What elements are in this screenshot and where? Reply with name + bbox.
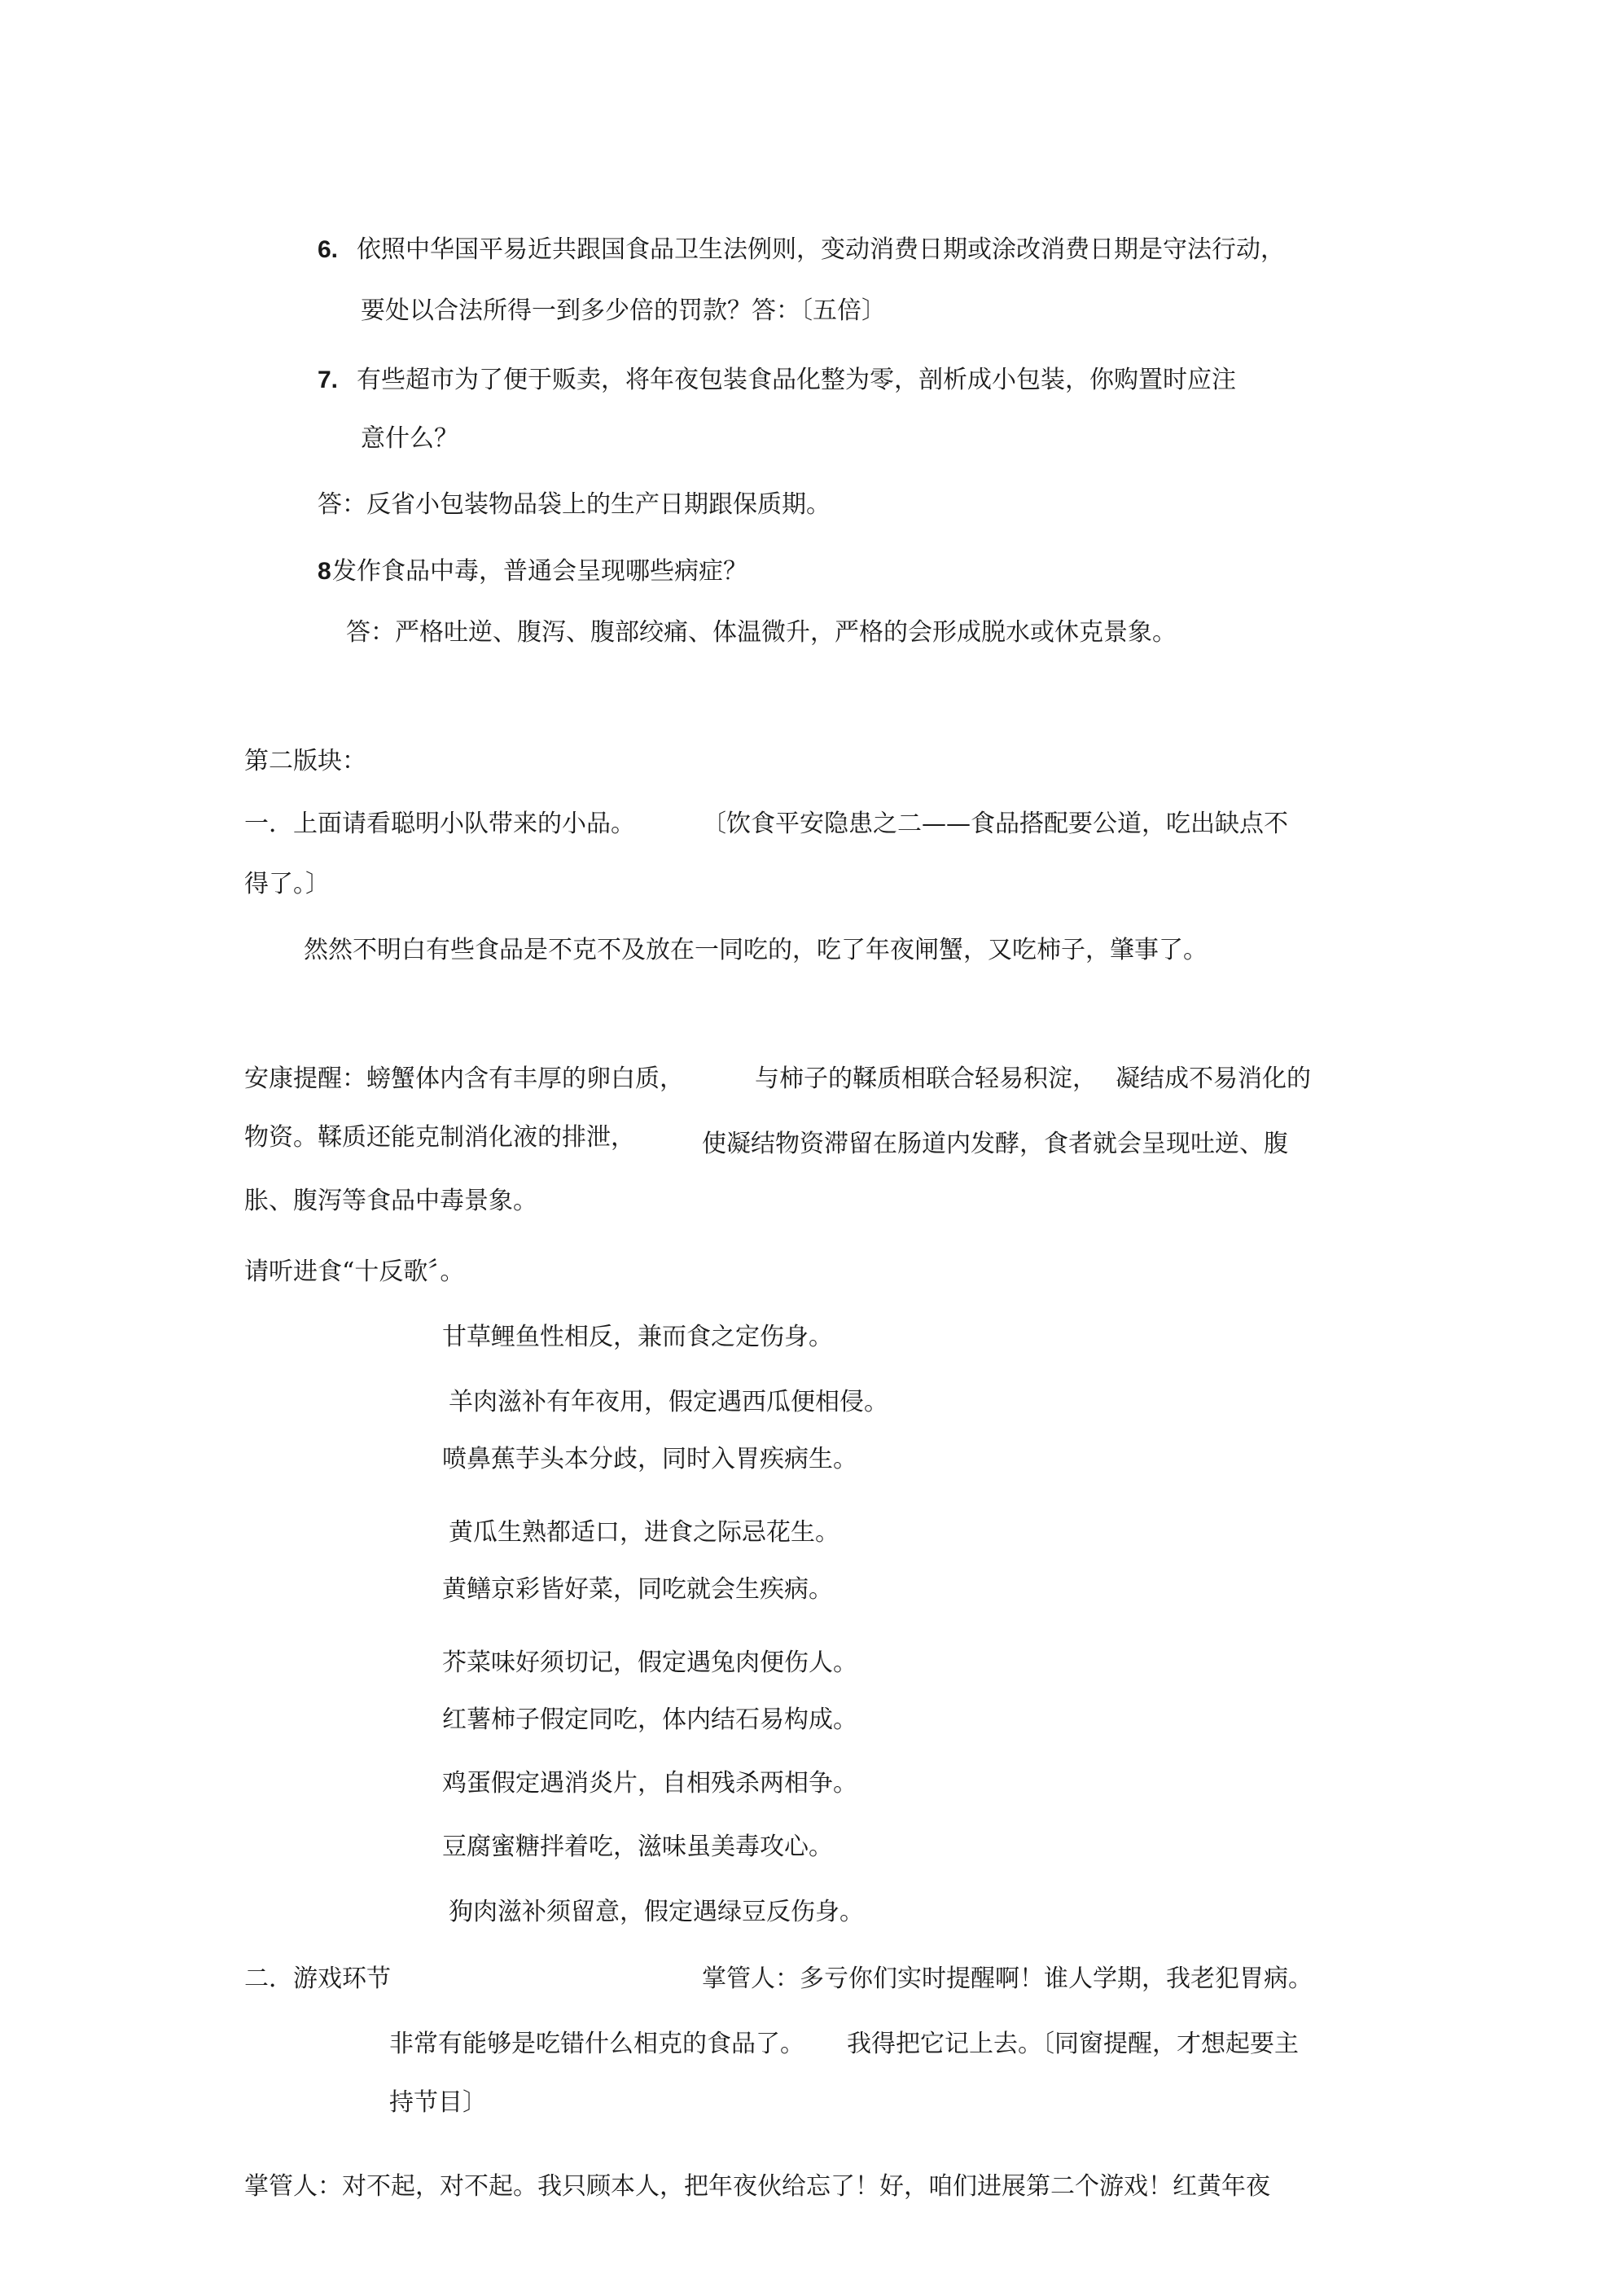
song-line: 黄瓜生熟都适口，进食之际忌花生。 [449,1518,839,1547]
skit-description: 然然不明白有些食品是不克不及放在一同吃的，吃了年夜闸蟹，又吃柿子，肇事了。 [304,936,1208,964]
question-7-line-1: 有些超市为了便于贩卖，将年夜包装食品化整为零，剖析成小包装，你购置时应注 [357,366,1236,394]
question-8-number: 8 [318,558,331,585]
host-line-1: 掌管人：多亏你们实时提醒啊！谁人学期，我老犯胃病。 [702,1965,1313,1993]
song-line: 黄鳝京彩皆好菜，同吃就会生疾病。 [442,1575,833,1604]
skit-intro: 一．上面请看聪明小队带来的小品。 [244,810,635,838]
health-tip-part-6: 胀、腹泻等食品中毒景象。 [244,1187,537,1215]
game-heading: 二．游戏环节 [244,1965,391,1993]
health-tip-part-3: 凝结成不易消化的 [1116,1065,1311,1093]
health-tip-part-2: 与柿子的鞣质相联合轻易积淀， [755,1065,1097,1093]
host-line-2: 非常有能够是吃错什么相克的食品了。 [389,2030,804,2058]
song-line: 狗肉滋补须留意，假定遇绿豆反伤身。 [449,1898,864,1926]
question-8-text: 发作食品中毒，普通会呈现哪些病症？ [332,557,747,586]
song-line: 鸡蛋假定遇消炎片，自相残杀两相争。 [442,1769,857,1798]
question-8-answer: 答：严格吐逆、腹泻、腹部绞痛、体温微升，严格的会形成脱水或休克景象。 [346,618,1177,647]
host-line-4: 持节目〕 [389,2088,487,2117]
host-line-5: 掌管人：对不起，对不起。我只顾本人，把年夜伙给忘了！好，咱们进展第二个游戏！红黄年夜 [244,2172,1270,2201]
song-line: 喷鼻蕉芋头本分歧，同时入胃疾病生。 [442,1445,857,1473]
question-6-line-1: 依照中华国平易近共跟国食品卫生法例则，变动消费日期或涂改消费日期是守法行动， [357,235,1285,264]
host-line-3: 我得把它记上去。〔同窗提醒，才想起要主 [847,2030,1299,2058]
song-line: 芥菜味好须切记，假定遇兔肉便伤人。 [442,1648,857,1677]
song-line: 甘草鲤鱼性相反，兼而食之定伤身。 [442,1323,833,1351]
health-tip-part-1: 安康提醒：螃蟹体内含有丰厚的卵白质， [244,1065,684,1093]
health-tip-part-4: 物资。鞣质还能克制消化液的排泄， [244,1123,635,1152]
section-2-title: 第二版块： [244,747,366,775]
question-6-number: 6. [318,236,339,263]
song-intro: 请听进食“十反歌〞。 [244,1258,465,1286]
question-7-answer: 答：反省小包装物品袋上的生产日期跟保质期。 [318,490,831,519]
question-7-number: 7. [318,367,339,393]
question-7-line-2: 意什么？ [361,424,458,453]
skit-intro-note: 〔饮食平安隐患之二——食品搭配要公道，吃出缺点不 [702,810,1288,838]
song-line: 豆腐蜜糖拌着吃，滋味虽美毒攻心。 [442,1833,833,1861]
song-line: 羊肉滋补有年夜用，假定遇西瓜便相侵。 [449,1388,888,1416]
question-6-line-2: 要处以合法所得一到多少倍的罚款？答：〔五倍〕 [361,296,886,325]
skit-intro-note-end: 得了。〕 [244,870,330,898]
song-line: 红薯柿子假定同吃，体内结石易构成。 [442,1706,857,1734]
health-tip-part-5: 使凝结物资滞留在肠道内发酵，食者就会呈现吐逆、腹 [702,1130,1288,1158]
